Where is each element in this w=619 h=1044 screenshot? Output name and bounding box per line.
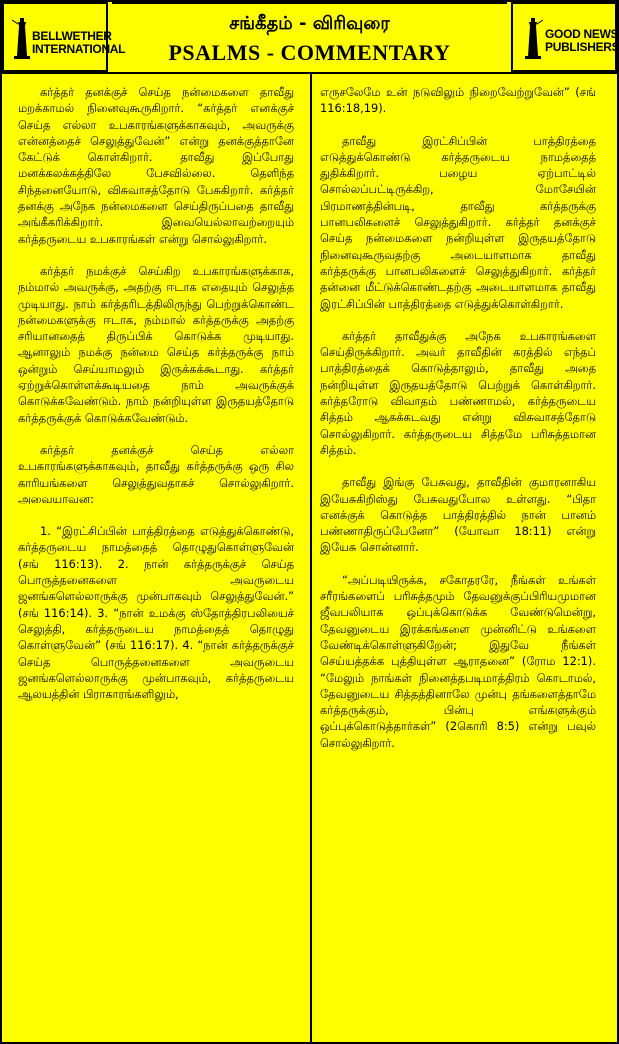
lighthouse-icon — [523, 16, 543, 60]
good-news-logo-text: GOOD NEWS PUBLISHERS — [545, 27, 619, 54]
paragraph: 1. “இரட்சிப்பின் பாத்திரத்தை எடுத்துக்கொண்டு, கர்த்தருடைய நாமத்தைத் தொழுதுகொள்ளுவேன் (சங் 116:13). 2. நான் கர்த்தருக்குச் செய்த பொருத்தனைகளை அவருடைய ஜனங்களெல்லாருக்கு முன்பாகவும் செலுத்துவேன்.” (சங் 116:14). 3. “நான் உமக்கு ஸ்தோத்திரபலியைச் செலுத்தி, கர்த்தருடைய நாமத்தைத் தொழுது கொள்ளுவேன்” (சங் 116:17). 4. “நான் கர்த்தருக்குச் செய்த பொருத்தனைகளை அவருடைய ஜனங்களெல்லாருக்கு முன்பாகவும், கர்த்தருடைய ஆலயத்தின் பிராகாரங்களிலும், — [18, 524, 294, 702]
commentary-body — [2, 72, 617, 1042]
paragraph: கர்த்தர் தாவீதுக்கு அநேக உபகாரங்களை செய்திருக்கிறார். அவர் தாவீதின் கரத்தில் எந்தப் பாத்திரத்தைக் கொடுத்தாலும், தாவீது அதை நன்றியுள்ள இருதயத்தோடு பெற்றுக் கொள்கிறார். கர்த்தரோடு விவாதம் பண்ணாமல், கர்த்தருடைய சித்தம் ஆகக்கடவது என்று விசுவாசத்தோடு சொல்லுகிறார். கர்த்தருடைய சித்தமே பரிசுத்தமான சித்தம். — [320, 328, 596, 457]
column-divider — [310, 74, 312, 1042]
header — [2, 2, 617, 72]
paragraph: கர்த்தர் தனக்குச் செய்த நன்மைகளை தாவீது மறக்காமல் நினைவுகூருகிறார். “கர்த்தர் எனக்குச் செய்த எல்லா உபகாரங்களுக்காகவும், அவருக்கு என்னத்தைச் செலுத்துவேன்” என்று தனக்குத்தானே கேட்டுக் கொள்கிறார். தாவீது இப்போது மனக்கலக்கத்திலே பேசவில்லை. தெளிந்த சிந்தனையோடு, விசுவாசத்தோடு பேசுகிறார். கர்த்தர் தனக்கு அநேக நன்மைகளை செய்திருப்பதை தாவீது அங்கீகரிக்கிறார். இவையெல்லாவற்றையும் கர்த்தருடைய உபகாரங்கள் என்று சொல்லுகிறார். — [18, 85, 294, 246]
paragraph: கர்த்தர் நமக்குச் செய்கிற உபகாரங்களுக்காக, நம்மால் அவருக்கு, அதற்கு ஈடாக எதையும் செலுத்த முடியாது. நாம் கர்த்தரிடத்திலிருந்து பெற்றுக்கொண்ட நன்மைகளுக்கு ஈடாக, நம்மால் கர்த்தருக்கு அதற்கு சரியானதைத் திருப்பிக் கொடுக்க முடியாது. ஆனாலும் நமக்கு நன்மை செய்த கர்த்தருக்கு நாம் ஒன்றும் செய்யாமலும் இருக்கக்கூடாது. கர்த்தர் ஏற்றுக்கொள்ளக்கூடியதை நாம் அவருக்குக் கொடுக்கவேண்டும். நாம் நன்றியுள்ள இருதயத்தோடு கர்த்தருக்குக் கொடுக்கவேண்டும். — [18, 263, 294, 425]
left-column — [18, 84, 294, 718]
title-block — [112, 2, 507, 72]
right-column — [320, 84, 596, 767]
lighthouse-icon — [12, 16, 32, 60]
bellwether-logo — [2, 2, 126, 72]
paragraph: கர்த்தர் தனக்குச் செய்த எல்லா உபகாரங்களுக்காகவும், தாவீது கர்த்தருக்கு ஒரு சில காரியங்களை செலுத்துவதாகச் சொல்லுகிறார். அவையாவன: — [18, 442, 294, 506]
good-news-logo — [511, 2, 617, 72]
paragraph: எருசலேமே உன் நடுவிலும் நிறைவேற்றுவேன்” (சங் 116:18,19). — [320, 85, 596, 116]
paragraph: “அப்படியிருக்க, சகோதரரே, நீங்கள் உங்கள் சரீரங்களைப் பரிசுத்தமும் தேவனுக்குப்பிரியமுமான ஜீவபலியாக ஒப்புக்கொடுக்க வேண்டுமென்று, தேவனுடைய இரக்கங்களை முன்னிட்டு உங்களை வேண்டிக்கொள்ளுகிறேன்; இதுவே நீங்கள் செய்யத்தக்க புத்தியுள்ள ஆராதனை” (ரோம 12:1). “மேலும் நாங்கள் நினைத்தபடிமாத்திரம் கொடாமல், தேவனுடைய சித்தத்தினாலே முன்பு தங்களைத்தாமே கர்த்தருக்கும், பின்பு எங்களுக்கும் ஒப்புக்கொடுத்தார்கள்” (2கொரி 8:5) என்று பவுல் சொல்லுகிறார். — [320, 572, 596, 750]
paragraph: தாவீது இங்கு பேசுவது, தாவீதின் குமாரனாகிய இயேசுகிறிஸ்து பேசுவதுபோல உள்ளது. “பிதா எனக்குக் கொடுத்த பாத்திரத்தில் நான் பானம் பண்ணாதிருப்பேனோ” (யோவா 18:11) என்று இயேசு சொன்னார். — [320, 475, 596, 555]
paragraph: தாவீது இரட்சிப்பின் பாத்திரத்தை எடுத்துக்கொண்டு கர்த்தருடைய நாமத்தைத் துதிக்கிறார். பழைய ஏற்பாட்டில் சொல்லப்பட்டிருக்கிற, மோசேயின் பிரமாணத்தின்படி, தாவீது கர்த்தருக்கு பானபலிகளைச் செலுத்துகிறார். கர்த்தர் தனக்குச் செய்த நன்மைகளை நன்றியுள்ள இருதயத்தோடு நினைவுகூருவதற்கு அடையாளமாக தாவீது கர்த்தருக்கு பானபலிகளைச் செலுத்துகிறார். கர்த்தர் தன்னை மீட்டுக்கொண்டதற்கு அடையாளமாக தாவீது இரட்சிப்பின் பாத்திரத்தை எடுத்துக்கொள்கிறார். — [320, 133, 596, 311]
title-english: PSALMS - COMMENTARY — [168, 40, 451, 65]
title-tamil: சங்கீதம் - விரிவுரை — [229, 13, 390, 34]
bellwether-logo-text: BELLWETHER INTERNATIONAL — [32, 29, 126, 56]
